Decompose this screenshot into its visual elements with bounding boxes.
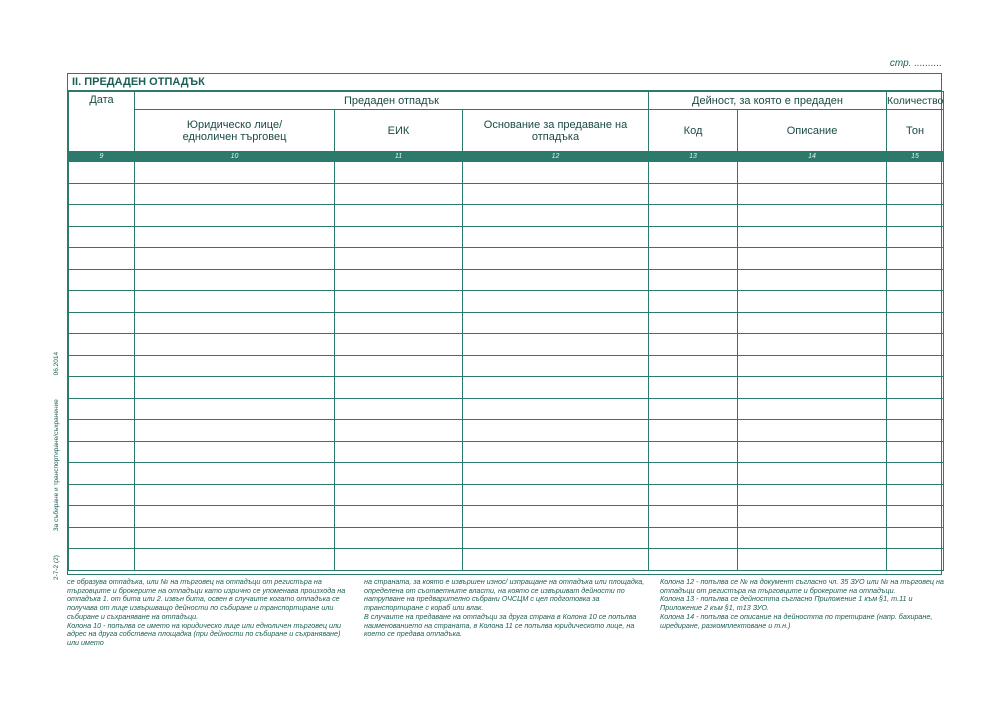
table-cell[interactable] — [649, 205, 738, 227]
table-cell[interactable] — [135, 506, 335, 528]
table-cell[interactable] — [649, 355, 738, 377]
table-cell[interactable] — [135, 162, 335, 184]
header-tons: Тон — [887, 110, 944, 152]
table-cell[interactable] — [738, 269, 887, 291]
table-cell[interactable] — [649, 291, 738, 313]
table-cell[interactable] — [887, 355, 944, 377]
table-cell[interactable] — [335, 205, 463, 227]
table-cell[interactable] — [335, 334, 463, 356]
table-cell[interactable] — [649, 420, 738, 442]
table-cell[interactable] — [135, 549, 335, 571]
header-eik: ЕИК — [335, 110, 463, 152]
table-cell[interactable] — [738, 506, 887, 528]
table-cell[interactable] — [69, 162, 135, 184]
table-cell[interactable] — [463, 527, 649, 549]
table-cell[interactable] — [738, 183, 887, 205]
table-cell[interactable] — [69, 291, 135, 313]
table-cell[interactable] — [463, 398, 649, 420]
table-row[interactable] — [69, 484, 944, 506]
table-cell[interactable] — [738, 398, 887, 420]
table-cell[interactable] — [335, 441, 463, 463]
table-cell[interactable] — [335, 398, 463, 420]
table-cell[interactable] — [335, 162, 463, 184]
table-cell[interactable] — [738, 205, 887, 227]
table-cell[interactable] — [335, 527, 463, 549]
table-row[interactable] — [69, 506, 944, 528]
table-cell[interactable] — [887, 205, 944, 227]
table-cell[interactable] — [887, 248, 944, 270]
side-form-label — [53, 330, 60, 580]
table-cell[interactable] — [738, 291, 887, 313]
table-cell[interactable] — [887, 162, 944, 184]
table-row[interactable] — [69, 549, 944, 571]
table-cell[interactable] — [135, 205, 335, 227]
column-number: 15 — [887, 152, 944, 162]
table-cell[interactable] — [463, 441, 649, 463]
table-cell[interactable] — [135, 355, 335, 377]
table-row[interactable] — [69, 463, 944, 485]
table-cell[interactable] — [738, 420, 887, 442]
note-paragraph: В случаите на предаване на отпадъци за друга страна в Колона 10 се попълва наименованието на страната, в Колона 11 се попълва юридическото лице, на което се предава отпадъка. — [364, 611, 637, 639]
table-cell[interactable] — [649, 377, 738, 399]
table-cell[interactable] — [887, 377, 944, 399]
table-row[interactable] — [69, 226, 944, 248]
table-cell[interactable] — [649, 183, 738, 205]
table-cell[interactable] — [463, 162, 649, 184]
table-cell[interactable] — [738, 162, 887, 184]
table-cell[interactable] — [738, 463, 887, 485]
column-number: 14 — [738, 152, 887, 162]
table-cell[interactable] — [887, 183, 944, 205]
table-cell[interactable] — [69, 226, 135, 248]
table-cell[interactable] — [463, 334, 649, 356]
table-cell[interactable] — [649, 527, 738, 549]
table-cell[interactable] — [649, 162, 738, 184]
table-row[interactable] — [69, 441, 944, 463]
table-cell[interactable] — [649, 484, 738, 506]
table-cell[interactable] — [649, 441, 738, 463]
table-cell[interactable] — [738, 312, 887, 334]
table-cell[interactable] — [463, 226, 649, 248]
table-cell[interactable] — [649, 549, 738, 571]
page-number-label: стр. .......... — [889, 58, 942, 69]
table-cell[interactable] — [335, 248, 463, 270]
table-cell[interactable] — [135, 463, 335, 485]
table-cell[interactable] — [463, 269, 649, 291]
table-cell[interactable] — [335, 506, 463, 528]
table-cell[interactable] — [135, 269, 335, 291]
table-cell[interactable] — [463, 484, 649, 506]
header-code: Код — [649, 110, 738, 152]
table-cell[interactable] — [463, 377, 649, 399]
table-cell[interactable] — [738, 441, 887, 463]
header-legal-entity: Юридическо лице/ едноличен търговец — [135, 110, 335, 152]
table-cell[interactable] — [887, 226, 944, 248]
table-cell[interactable] — [335, 355, 463, 377]
table-cell[interactable] — [463, 463, 649, 485]
table-cell[interactable] — [887, 398, 944, 420]
table-row[interactable] — [69, 269, 944, 291]
table-cell[interactable] — [69, 377, 135, 399]
table-cell[interactable] — [887, 334, 944, 356]
table-row[interactable] — [69, 183, 944, 205]
table-cell[interactable] — [69, 248, 135, 270]
table-cell[interactable] — [69, 398, 135, 420]
table-row[interactable] — [69, 248, 944, 270]
transferred-waste-form — [67, 73, 942, 575]
table-cell[interactable] — [335, 183, 463, 205]
table-cell[interactable] — [69, 334, 135, 356]
table-row[interactable] — [69, 291, 944, 313]
table-cell[interactable] — [335, 226, 463, 248]
form-date: 06.2014 — [53, 351, 60, 376]
table-row[interactable] — [69, 377, 944, 399]
table-cell[interactable] — [649, 269, 738, 291]
table-cell[interactable] — [738, 355, 887, 377]
table-cell[interactable] — [887, 463, 944, 485]
table-cell[interactable] — [887, 484, 944, 506]
table-cell[interactable] — [69, 463, 135, 485]
table-cell[interactable] — [135, 527, 335, 549]
table-row[interactable] — [69, 420, 944, 442]
table-cell[interactable] — [887, 549, 944, 571]
table-cell[interactable] — [69, 506, 135, 528]
note-paragraph: на страната, за която е извършен износ/ изпращане на отпадъка или площадка, определена от съответните власти, на която се извършват дейности по натрупване на предварително събрани ОЧСЦМ с цел подготовка за транспортиране с кораб или влак. — [364, 577, 645, 613]
table-cell[interactable] — [649, 226, 738, 248]
table-cell[interactable] — [649, 506, 738, 528]
table-cell[interactable] — [69, 484, 135, 506]
table-cell[interactable] — [335, 377, 463, 399]
table-cell[interactable] — [335, 549, 463, 571]
form-code: 2-7-2 (2) — [53, 555, 60, 580]
table-cell[interactable] — [135, 484, 335, 506]
column-number: 12 — [463, 152, 649, 162]
table-cell[interactable] — [887, 527, 944, 549]
table-cell[interactable] — [335, 463, 463, 485]
column-number: 10 — [135, 152, 335, 162]
table-cell[interactable] — [335, 269, 463, 291]
table-cell[interactable] — [135, 334, 335, 356]
column-number: 13 — [649, 152, 738, 162]
header-activity-group: Дейност, за която е предаден — [649, 92, 887, 110]
column-number: 9 — [69, 152, 135, 162]
table-cell[interactable] — [649, 334, 738, 356]
table-cell[interactable] — [135, 398, 335, 420]
table-cell[interactable] — [69, 312, 135, 334]
table-cell[interactable] — [69, 441, 135, 463]
note-paragraph: Колона 10 - попълва се името на юридическо лице или едноличен търговец или адрес на друга собствена площадка (при дейности по събиране и съхраняване) или името — [67, 620, 341, 647]
header-transferred-group: Предаден отпадък — [135, 92, 649, 110]
table-cell[interactable] — [738, 484, 887, 506]
column-number-row — [69, 152, 944, 162]
waste-table — [68, 91, 944, 571]
table-cell[interactable] — [738, 334, 887, 356]
table-cell[interactable] — [69, 420, 135, 442]
table-cell[interactable] — [335, 420, 463, 442]
header-description: Описание — [738, 110, 887, 152]
table-cell[interactable] — [135, 291, 335, 313]
table-cell[interactable] — [649, 312, 738, 334]
note-paragraph: се образува отпадъка, или № на търговец на отпадъци от регистъра на търговците и брокерите на отпадъци като изрично се упоменава произхода на отпадъка 1. от бита или 2. извън бита, освен в случаите когато отпадъка се получава от лице извършващо дейности по събиране и транспортиране или събиране и съхраняване на отпадъци. — [67, 577, 346, 621]
table-cell[interactable] — [335, 312, 463, 334]
table-cell[interactable] — [69, 183, 135, 205]
table-cell[interactable] — [463, 312, 649, 334]
table-cell[interactable] — [69, 549, 135, 571]
table-cell[interactable] — [135, 377, 335, 399]
note-paragraph: Колона 13 - попълва се дейността съгласно Приложение 1 към §1, т.11 и Приложение 2 към §1, т13 ЗУО. — [660, 594, 913, 613]
table-cell[interactable] — [738, 248, 887, 270]
notes-column-1 — [67, 578, 351, 648]
table-cell[interactable] — [135, 248, 335, 270]
header-date: Дата — [69, 92, 135, 152]
table-cell[interactable] — [135, 226, 335, 248]
column-number: 11 — [335, 152, 463, 162]
table-row[interactable] — [69, 334, 944, 356]
table-cell[interactable] — [335, 291, 463, 313]
table-cell[interactable] — [738, 549, 887, 571]
table-cell[interactable] — [887, 291, 944, 313]
table-cell[interactable] — [463, 549, 649, 571]
table-cell[interactable] — [463, 205, 649, 227]
table-cell[interactable] — [887, 312, 944, 334]
table-cell[interactable] — [463, 506, 649, 528]
table-cell[interactable] — [738, 377, 887, 399]
table-cell[interactable] — [69, 355, 135, 377]
note-paragraph: Колона 12 - попълва се № на документ съгласно чл. 35 ЗУО или № на търговец на отпадъци от регистъра на търговците и брокерите на отпадъци. — [660, 577, 944, 595]
table-cell[interactable] — [887, 506, 944, 528]
table-cell[interactable] — [463, 355, 649, 377]
table-row[interactable] — [69, 527, 944, 549]
table-cell[interactable] — [69, 527, 135, 549]
table-cell[interactable] — [335, 484, 463, 506]
form-name: За събиране и транспортиране/съхранение — [53, 399, 60, 532]
table-cell[interactable] — [649, 398, 738, 420]
table-row[interactable] — [69, 162, 944, 184]
table-cell[interactable] — [463, 420, 649, 442]
table-cell[interactable] — [887, 420, 944, 442]
table-cell[interactable] — [69, 269, 135, 291]
notes-column-2 — [364, 578, 648, 639]
table-row[interactable] — [69, 312, 944, 334]
table-cell[interactable] — [463, 248, 649, 270]
table-cell[interactable] — [69, 205, 135, 227]
table-cell[interactable] — [887, 269, 944, 291]
note-paragraph: Колона 14 - попълва се описание на дейността по третиране (напр. бахиране, шредиране, разкомплектоване и т.н.) — [660, 611, 933, 630]
table-row[interactable] — [69, 205, 944, 227]
header-quantity-group: Количество — [887, 92, 944, 110]
table-cell[interactable] — [887, 441, 944, 463]
section-title: II. ПРЕДАДЕН ОТПАДЪК — [68, 74, 941, 91]
table-row[interactable] — [69, 398, 944, 420]
table-cell[interactable] — [135, 312, 335, 334]
table-cell[interactable] — [738, 226, 887, 248]
table-cell[interactable] — [463, 291, 649, 313]
table-cell[interactable] — [463, 183, 649, 205]
table-cell[interactable] — [135, 441, 335, 463]
notes-column-3 — [660, 578, 944, 630]
table-row[interactable] — [69, 355, 944, 377]
table-cell[interactable] — [135, 183, 335, 205]
table-cell[interactable] — [649, 248, 738, 270]
header-basis: Основание за предаване на отпадъка — [463, 110, 649, 152]
table-cell[interactable] — [135, 420, 335, 442]
table-cell[interactable] — [738, 527, 887, 549]
table-cell[interactable] — [649, 463, 738, 485]
